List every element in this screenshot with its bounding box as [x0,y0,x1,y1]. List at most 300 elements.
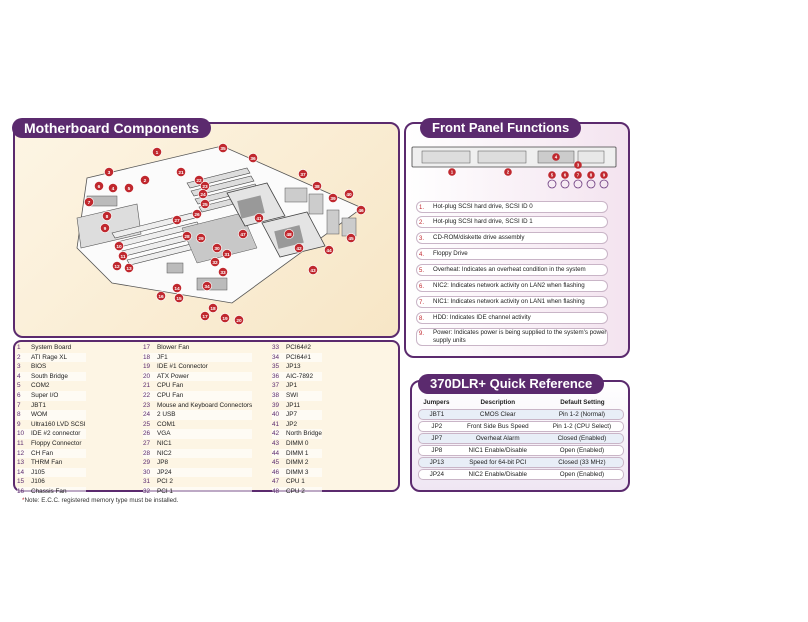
callout-label: 22 [196,178,202,184]
callout-marker [94,181,103,190]
component-label: JF1 [157,353,168,361]
front-callout-label: 8 [589,172,593,178]
list-item [272,477,322,487]
list-item [17,449,86,459]
list-item [272,487,322,497]
front-callout-marker [587,171,595,179]
callout-label: 34 [204,284,210,290]
component-label: JP2 [286,420,298,428]
callout-label: 31 [224,252,230,258]
list-item [17,477,86,487]
callout-label: 1 [155,150,159,156]
list-item [272,381,322,391]
front-item-label: Power: Indicates power is being supplied to the system's power supply units [433,329,607,344]
component-number: 28 [143,449,151,457]
component-label: NIC1 [157,439,172,447]
callout-marker [222,249,231,258]
list-item [272,420,322,430]
list-item [17,362,86,372]
component-label: Blower Fan [157,344,190,351]
component-number: 18 [143,353,151,361]
component-number: 17 [143,344,151,351]
list-item [272,343,322,353]
callout-marker [102,211,111,220]
callout-marker [174,293,183,302]
component-number: 24 [143,411,151,419]
callout-marker [200,199,209,208]
component-label: JP11 [286,401,301,409]
callout-marker [324,245,333,254]
component-number: 5 [17,382,21,390]
component-list-col3 [272,343,322,497]
front-callout-label: 1 [450,169,454,175]
callout-label: 40 [346,192,352,198]
table-cell: JP13 [418,457,455,468]
callout-label: 6 [97,184,101,190]
component-number: 11 [17,439,24,447]
component-number: 7 [17,401,21,409]
list-item [272,439,322,449]
callout-label: 32 [212,260,218,266]
table-cell: JP24 [418,469,455,480]
callout-marker [112,261,121,270]
component-number: 20 [143,372,151,380]
list-item [272,429,322,439]
table-cell: NIC2 Enable/Disable [455,469,541,480]
list-item [143,449,252,459]
callout-marker [298,169,307,178]
front-item-label: CD-ROM/diskette drive assembly [433,234,525,241]
callout-marker [220,313,229,322]
list-item [272,353,322,363]
callout-marker [248,153,257,162]
front-callout-label: 9 [602,172,606,178]
callout-marker [84,197,93,206]
callout-label: 17 [202,314,208,320]
table-cell: JP2 [418,421,455,432]
callout-marker [172,283,181,292]
component-label: JP24 [157,468,172,476]
component-number: 22 [143,391,151,399]
overheat-icon [548,180,556,188]
header-default: Default Setting [560,399,605,406]
component-number: 43 [272,439,280,447]
callout-marker [254,213,263,222]
quick-reference-table [418,396,624,481]
indicator-icons [548,180,608,188]
table-cell: JP7 [418,433,455,444]
front-item-label: Overheat: Indicates an overheat condition in the system [433,266,586,273]
component-label: CPU Fan [157,382,184,390]
component-label: SWI [286,391,299,399]
callout-label: 25 [202,202,208,208]
front-item-number: 3. [419,236,425,242]
component-number: 44 [272,449,280,457]
component-label: DIMM 0 [286,439,309,447]
list-item [272,362,322,372]
front-item-label: HDD: Indicates IDE channel activity [433,314,531,321]
component-number: 1 [17,344,21,351]
list-item [143,353,252,363]
callout-marker [238,229,247,238]
callout-label: 18 [210,306,216,312]
component-label: Ultra160 LVD SCSI [31,420,86,428]
front-callout-label: 7 [576,172,580,178]
front-panel-item [416,312,608,324]
component-number: 47 [272,478,280,486]
motherboard-title: Motherboard Components [12,118,211,138]
front-item-label: Hot-plug SCSI hard drive, SCSI ID 1 [433,218,533,225]
list-item [143,458,252,468]
front-panel-item [416,296,608,308]
component-label: System Board [31,344,72,351]
component-number: 31 [143,478,151,486]
component-number: 32 [143,487,151,495]
list-item [272,468,322,478]
hdd-icon [587,180,595,188]
front-panel-item [416,264,608,276]
component-number: 2 [17,353,21,361]
front-panel-item [416,232,608,244]
component-number: 4 [17,372,21,380]
drive-bay-2 [478,151,526,163]
component-number: 3 [17,363,21,371]
table-cell: Closed (Enabled) [541,433,624,444]
callout-label: 23 [202,184,208,190]
front-callout-label: 3 [576,162,580,168]
component-number: 10 [17,430,25,438]
callout-label: 44 [326,248,332,254]
component-label: PCI64#1 [286,353,311,361]
component-number: 41 [272,420,280,428]
component-label: J106 [31,478,45,486]
front-item-label: NIC2: Indicates network activity on LAN2 when flashing [433,282,585,289]
list-item [143,391,252,401]
callout-label: 28 [184,234,190,240]
callout-label: 8 [105,214,109,220]
callout-marker [152,147,161,156]
component-label: IDE #1 Connector [157,363,208,371]
component-number: 21 [143,382,151,390]
component-label: PCI 1 [157,487,173,495]
callout-marker [118,251,127,260]
list-item [272,410,322,420]
table-cell: Closed (33 MHz) [541,457,624,468]
callout-label: 47 [240,232,246,238]
component-label: CPU 2 [286,487,305,495]
component-number: 38 [272,391,280,399]
component-label: DIMM 2 [286,459,309,467]
component-label: CH Fan [31,449,54,457]
front-panel-item [416,280,608,292]
list-item [143,372,252,382]
table-row [418,469,624,480]
callout-marker [210,257,219,266]
callout-label: 43 [310,268,316,274]
front-item-number: 2. [419,220,425,226]
front-item-number: 7. [419,300,425,306]
front-callout-label: 5 [550,172,554,178]
component-label: 2 USB [157,411,176,419]
component-label: PCI 2 [157,478,173,486]
front-callout-marker [552,153,560,161]
component-number: 26 [143,430,151,438]
list-item [143,401,252,411]
front-callout-marker [574,171,582,179]
list-item [143,477,252,487]
list-item [17,429,86,439]
table-header-row [418,397,624,408]
table-row [418,421,624,432]
callout-marker [104,167,113,176]
front-callout-marker [548,171,556,179]
list-item [272,372,322,382]
callout-label: 7 [87,200,91,206]
component-number: 25 [143,420,151,428]
component-label: Chassis Fan [31,487,67,495]
callout-marker [198,189,207,198]
component-label: JP8 [157,459,169,467]
table-cell: Front Side Bus Speed [455,421,541,432]
table-cell: CMOS Clear [455,409,541,420]
callout-label: 36 [250,156,256,162]
component-label: DIMM 3 [286,468,309,476]
power-icon [600,180,608,188]
list-item [17,391,86,401]
callout-marker [284,229,293,238]
callout-label: 45 [348,236,354,242]
callout-label: 27 [174,218,180,224]
quick-reference-title: 370DLR+ Quick Reference [418,374,604,394]
table-cell: Pin 1-2 (Normal) [541,409,624,420]
component-number: 29 [143,459,151,467]
callout-marker [294,243,303,252]
memory-note: *Note: E.C.C. registered memory type must be installed. [22,497,179,504]
component-number: 13 [17,459,25,467]
list-item [143,381,252,391]
component-label: PCI64#2 [286,344,311,351]
list-item [143,468,252,478]
list-item [17,439,86,449]
callout-marker [200,311,209,320]
list-item [17,343,86,353]
table-row [418,445,624,456]
component-label: COM1 [157,420,176,428]
component-label: JP1 [286,382,298,390]
callout-marker [208,303,217,312]
callout-label: 46 [358,208,364,214]
front-callout-label: 2 [506,169,510,175]
table-cell: Open (Enabled) [541,469,624,480]
component-number: 42 [272,430,280,438]
front-callout-label: 6 [563,172,567,178]
component-list-col1 [17,343,86,497]
component-number: 45 [272,459,280,467]
callout-marker [356,205,365,214]
callout-marker [114,241,123,250]
callout-label: 16 [158,294,164,300]
front-panel-item [416,328,608,346]
callout-label: 41 [256,216,262,222]
callout-marker [182,231,191,240]
component-label: Mouse and Keyboard Connectors [157,401,253,409]
callout-marker [172,215,181,224]
callout-label: 10 [116,244,122,250]
callout-marker [346,233,355,242]
list-item [143,362,252,372]
list-item [272,391,322,401]
callout-label: 26 [194,212,200,218]
front-callout-marker [448,168,456,176]
front-item-number: 4. [419,252,425,258]
component-number: 37 [272,382,280,390]
table-cell: Pin 1-2 (CPU Select) [541,421,624,432]
list-item [17,410,86,420]
component-number: 30 [143,468,151,476]
callout-marker [200,181,209,190]
front-panel-diagram [410,145,620,193]
front-callout-marker [600,171,608,179]
callout-marker [234,315,243,324]
callout-label: 21 [178,170,184,176]
callout-marker [218,143,227,152]
component-label: J105 [31,468,45,476]
component-label: Super I/O [31,391,59,399]
callout-marker [218,267,227,276]
component-label: IDE #2 connector [31,430,81,438]
callout-marker [140,175,149,184]
front-callout-marker [504,168,512,176]
list-item [17,401,86,411]
component-list-col2 [143,343,252,497]
front-panel-item [416,201,608,213]
callout-label: 5 [127,186,131,192]
component-number: 27 [143,439,151,447]
front-panel-title: Front Panel Functions [420,118,581,138]
callout-marker [124,263,133,272]
component-label: North Bridge [286,430,322,438]
table-cell: JBT1 [418,409,455,420]
component-label: CPU 1 [286,478,305,486]
led-panel [578,151,604,163]
list-item [17,353,86,363]
table-row [418,409,624,420]
component-label: DIMM 1 [286,449,309,457]
component-number: 12 [17,449,25,457]
list-item [143,487,252,497]
callout-marker [124,183,133,192]
component-number: 35 [272,363,280,371]
component-number: 19 [143,363,151,371]
table-row [418,433,624,444]
front-item-number: 5. [419,268,425,274]
component-label: BIOS [31,363,47,371]
front-item-number: 6. [419,284,425,290]
component-label: VGA [157,430,171,438]
callout-label: 2 [143,178,147,184]
front-callout-label: 4 [554,154,558,160]
front-item-number: 8. [419,316,425,322]
list-item [17,420,86,430]
list-item [143,343,252,353]
component-label: NIC2 [157,449,172,457]
component-number: 46 [272,468,280,476]
callout-label: 24 [200,192,206,198]
note-star-icon: * [22,497,25,504]
callout-marker [156,291,165,300]
table-cell: Open (Enabled) [541,445,624,456]
callout-marker [108,183,117,192]
callout-marker [100,223,109,232]
nic1-icon [574,180,582,188]
component-number: 15 [17,478,25,486]
header-jumpers: Jumpers [423,399,450,406]
component-number: 40 [272,411,280,419]
list-item [272,458,322,468]
front-item-label: Floppy Drive [433,250,468,257]
front-callout-marker [574,161,582,169]
component-label: COM2 [31,382,50,390]
callout-marker [344,189,353,198]
list-item [143,429,252,439]
component-number: 39 [272,401,280,409]
callout-label: 37 [300,172,306,178]
front-callout-marker [561,171,569,179]
front-panel-item [416,216,608,228]
component-number: 34 [272,353,280,361]
table-cell: NIC1 Enable/Disable [455,445,541,456]
callout-label: 30 [214,246,220,252]
component-label: AIC-7892 [286,372,313,380]
callout-marker [196,233,205,242]
callout-label: 4 [111,186,115,192]
component-number: 33 [272,344,280,351]
component-label: Floppy Connector [31,439,82,447]
list-item [272,449,322,459]
component-number: 6 [17,391,21,399]
list-item [143,420,252,430]
list-item [17,468,86,478]
front-item-number: 9. [419,331,425,337]
component-number: 14 [17,468,25,476]
callout-marker [192,209,201,218]
table-row [418,457,624,468]
list-item [17,372,86,382]
component-label: JP13 [286,363,301,371]
list-item [17,487,86,497]
list-item [272,401,322,411]
front-item-label: Hot-plug SCSI hard drive, SCSI ID 0 [433,203,533,210]
callout-label: 38 [314,184,320,190]
component-label: WOM [31,411,48,419]
header-description: Description [480,399,516,406]
list-item [143,410,252,420]
callout-label: 13 [126,266,132,272]
motherboard-diagram [17,138,397,334]
callout-label: 14 [174,286,180,292]
callout-label: 15 [176,296,182,302]
component-number: 8 [17,411,21,419]
front-item-number: 1. [419,205,425,211]
callout-marker [328,193,337,202]
callout-label: 9 [103,226,107,232]
callout-marker [176,167,185,176]
front-panel-item [416,248,608,260]
table-cell: Speed for 64-bit PCI [455,457,541,468]
table-cell: Overheat Alarm [455,433,541,444]
callout-label: 35 [220,146,226,152]
component-label: ATX Power [157,372,189,380]
